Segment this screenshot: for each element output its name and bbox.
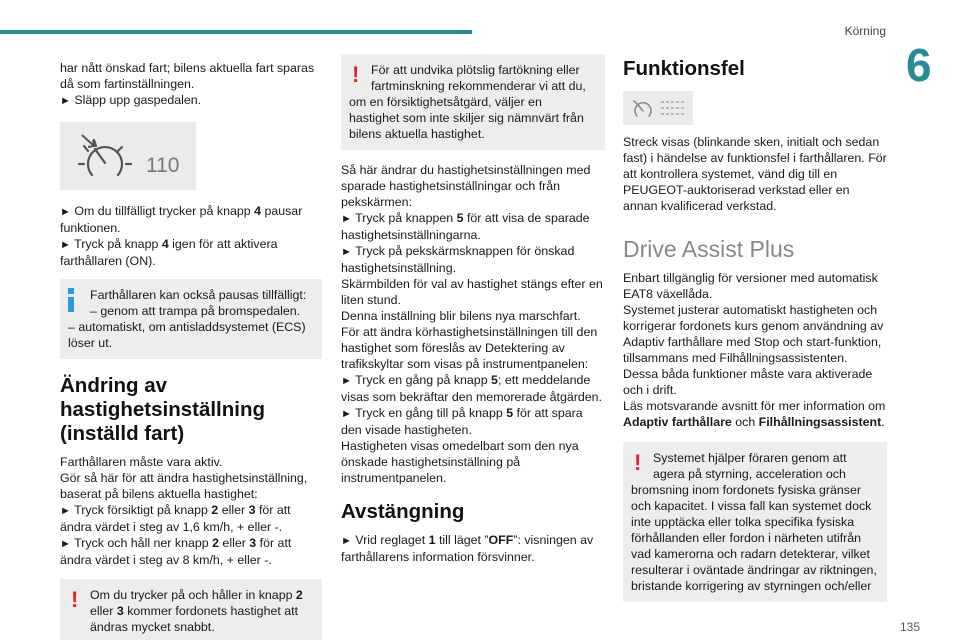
warning-note: ! För att undvika plötslig fartökning eller fartminskning rekommenderar vi att du, om en försiktighetsåtgärd, väljer en hastighet som inte skiljer sig nämnvärt från bilens aktuella hastighet.	[341, 54, 605, 150]
step-arrow-icon: ►	[60, 206, 71, 218]
step-arrow-icon: ►	[60, 538, 71, 550]
step-arrow-icon: ►	[60, 239, 71, 251]
image-speed-value: 110	[146, 154, 180, 177]
change-step-2: ► Tryck och håll ner knapp 2 eller 3 för att ändra värdet i steg av 8 km/h, + eller -.	[60, 536, 292, 567]
column-3: Funktionsfel Streck visas (blinkande sken, initialt och sedan fast) i händelse av funktionsfel i farthållaren. För att kontrollera systemet, vänd dig till en PEUGEOT-auktoriserad verkstad eller en annan kvalificerad verkstad. Drive Assist Plus Enbart tillgänglig för versioner med automatisk EAT8 växellåda. Systemet justerar automatiskt hastigheten och korrigerar fordonets kurs genom användning av Adaptiv farthållare med Stop och start-funktion, tillsammans med Filhållningsassistenten. Dessa båda funktioner måste vara aktiverade och i drift. Läs motsvarande avsnitt för mer information om Adaptiv farthållare och Filhållningsassistent. ! Systemet hjälper föraren genom att agera på styrning, acceleration och bromsning inom fordonets fysiska gränser och kapacitet. I vissa fall kan systemet dock inte upptäcka eller tolka specifika fysiska förhållanden eller fordon i närheten utifrån vad kamerorna och radarn detekterar, vilket resulterar i oväntade ändringar av riktningen, bristande korrigering av styrningen och/eller	[623, 57, 887, 602]
column-1: har nått önskad fart; bilens aktuella fart sparas då som fartinställningen. ► Släpp upp gaspedalen. 110 ► Om du tillfälligt trycker på knapp 4 pausar funktionen. ► Tryck på knapp 4 igen för att aktivera farthållaren (ON). Farthållaren kan också pausas tillfälligt: – genom att trampa på bromspedalen. – automatiskt, om antisladdsystemet (ECS) löser ut. Ändring av hastighetsinställning (inställd fart) Farthållaren måste vara aktiv. Gör så här för att ändra hastighetsinställning, baserat på bilens aktuella hastighet: ► Tryck försiktigt på knapp 2 eller 3 för att ändra värdet i steg av 1,6 km/h, + eller -. ► Tryck och håll ner knapp 2 eller 3 för att ändra värdet i steg av 8 km/h, + eller -. ! Om du trycker på och håller in knapp 2 eller 3 kommer fordonets hastighet att ändras mycket snabbt.	[60, 60, 322, 640]
warning-icon: !	[352, 62, 360, 87]
step-arrow-icon: ►	[341, 213, 352, 225]
heading-fault: Funktionsfel	[623, 57, 745, 80]
info-icon	[68, 288, 74, 312]
change-step-1: ► Tryck försiktigt på knapp 2 eller 3 för att ändra värdet i steg av 1,6 km/h, + eller -.	[60, 503, 291, 534]
column-2: ! För att undvika plötslig fartökning eller fartminskning rekommenderar vi att du, om en försiktighetsåtgärd, väljer en hastighet som inte skiljer sig nämnvärt från bilens aktuella hastighet. Så här ändrar du hastighetsinställningen med sparade hastighetsinställningar och från pekskärmen: ► Tryck på knappen 5 för att visa de sparade hastighetsinställningarna. ► Tryck på pekskärmsknappen för önskad hastighetsinställning. Skärmbilden för val av hastighet stängs efter en liten stund. Denna inställning blir bilens nya marschfart. För att ändra körhastighetsinställningen till den hastighet som föreslås av Detektering av trafikskyltar som visas på instrumentpanelen: ► Tryck en gång på knapp 5; ett meddelande visas som bekräftar den memorerade åtgärden. ► Tryck en gång till på knapp 5 för att spara den visade hastigheten. Hastigheten visas omedelbart som den nya önskade hastighetsinställning på instrumentpanelen. Avstängning ► Vrid reglaget 1 till läget ”OFF”: visningen av farthållarens information försvinner.	[341, 54, 605, 565]
sign-step-2: ► Tryck en gång till på knapp 5 för att spara den visade hastigheten.	[341, 406, 583, 437]
warning-icon: !	[71, 587, 79, 612]
warning-note: ! Om du trycker på och håller in knapp 2 eller 3 kommer fordonets hastighet att ändras mycket snabbt.	[60, 579, 322, 640]
cruise-speed-image	[60, 122, 196, 190]
off-step: ► Vrid reglaget 1 till läget ”OFF”: visningen av farthållarens information försvinner.	[341, 533, 594, 564]
intro-step: ► Släpp upp gaspedalen.	[60, 93, 202, 107]
header-accent-bar	[0, 30, 472, 34]
step-arrow-icon: ►	[341, 535, 352, 547]
pause-step-1: ► Om du tillfälligt trycker på knapp 4 pausar funktionen.	[60, 204, 303, 235]
warning-icon: !	[634, 450, 642, 475]
section-title: Körning	[844, 24, 886, 38]
intro-text: har nått önskad fart; bilens aktuella fart sparas då som fartinställningen.	[60, 61, 315, 91]
memory-step-2: ► Tryck på pekskärmsknappen för önskad hastighetsinställning.	[341, 244, 575, 275]
page-number: 135	[899, 620, 920, 634]
speedometer-dashes-icon	[623, 91, 693, 125]
info-note: Farthållaren kan också pausas tillfälligt: – genom att trampa på bromspedalen. – automatiskt, om antisladdsystemet (ECS) löser ut.	[60, 279, 322, 359]
heading-change-speed: Ändring av hastighetsinställning (inställd fart)	[60, 374, 266, 445]
speedometer-icon	[60, 122, 196, 190]
pause-step-2: ► Tryck på knapp 4 igen för att aktivera farthållaren (ON).	[60, 237, 278, 268]
step-arrow-icon: ►	[60, 505, 71, 517]
warning-note: ! Systemet hjälper föraren genom att agera på styrning, acceleration och bromsning inom fordonets fysiska gränser och kapacitet. I vissa fall kan systemet dock inte upptäcka eller tolka specifika fysiska förhållanden eller fordon i närheten utifrån vad kamerorna och radarn detekterar, vilket resulterar i oväntade ändringar av riktningen, bristande korrigering av styrningen och/eller	[623, 442, 887, 602]
heading-off: Avstängning	[341, 500, 465, 523]
chapter-number: 6	[906, 39, 932, 91]
step-arrow-icon: ►	[341, 246, 352, 258]
memory-step-1: ► Tryck på knappen 5 för att visa de sparade hastighetsinställningarna.	[341, 211, 590, 242]
step-arrow-icon: ►	[341, 408, 352, 420]
sign-step-1: ► Tryck en gång på knapp 5; ett meddelande visas som bekräftar den memorerade åtgärden.	[341, 373, 603, 404]
step-arrow-icon: ►	[60, 95, 71, 107]
fault-display-image	[623, 91, 693, 125]
heading-drive-assist: Drive Assist Plus	[623, 236, 795, 262]
step-arrow-icon: ►	[341, 375, 352, 387]
